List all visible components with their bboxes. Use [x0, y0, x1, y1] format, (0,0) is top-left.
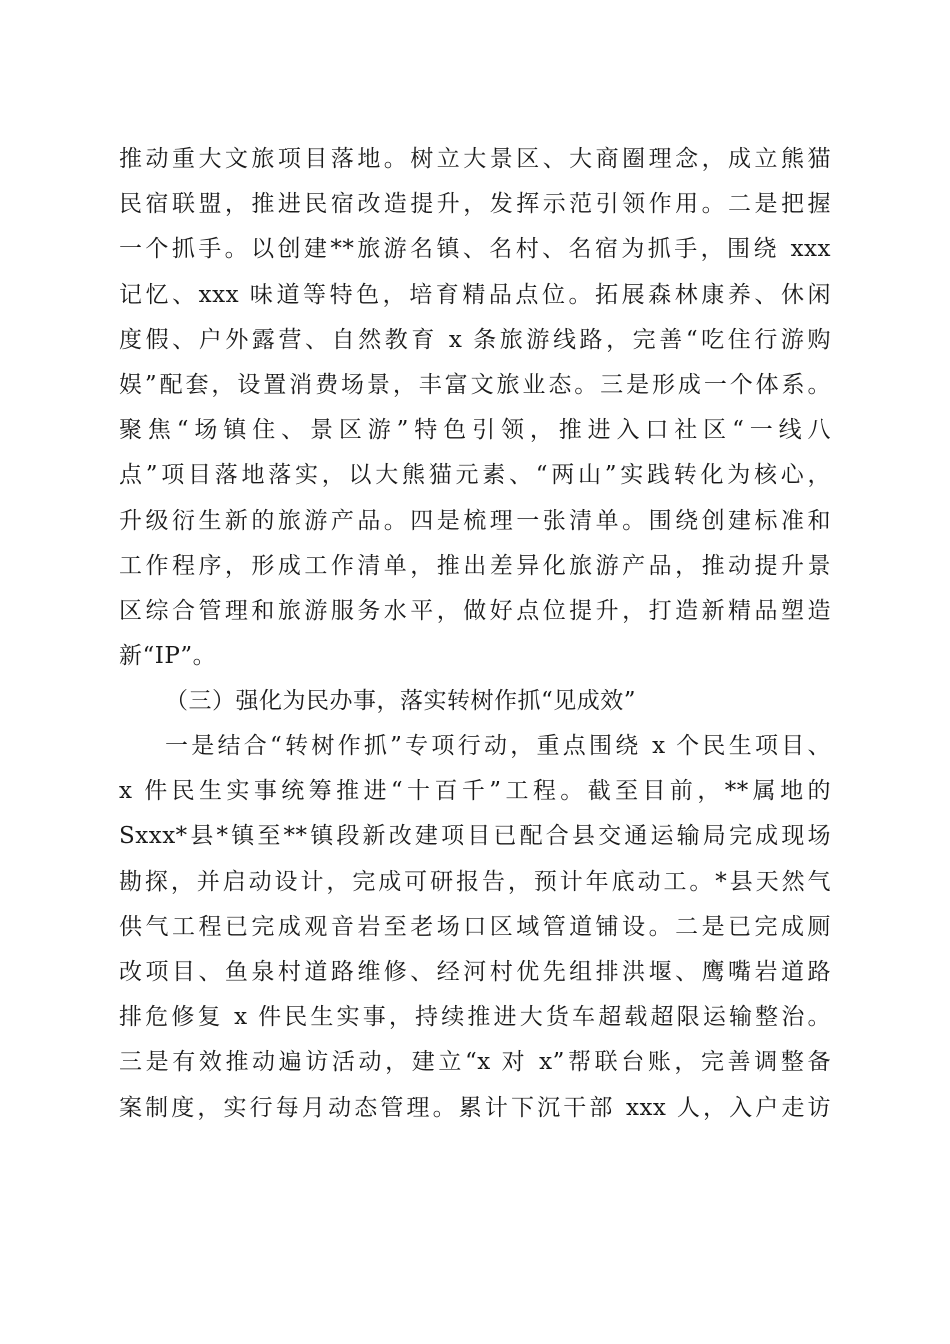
- text-line: 区综合管理和旅游服务水平，做好点位提升，打造新精品塑造: [119, 597, 831, 624]
- text-line: 改项目、鱼泉村道路维修、经河村优先组排洪堰、鹰嘴岩道路: [119, 958, 831, 985]
- text-line: 聚焦“场镇住、景区游”特色引领，推进入口社区“一线八: [119, 417, 831, 444]
- text-line: x 件民生实事统筹推进“十百千”工程。截至目前，**属地的: [119, 778, 831, 805]
- text-line: 工作程序，形成工作清单，推出差异化旅游产品，推动提升景: [119, 552, 831, 579]
- text-line: 新“IP”。: [119, 643, 217, 670]
- text-line: 推动重大文旅项目落地。树立大景区、大商圈理念，成立熊猫: [119, 146, 831, 172]
- text-line: 度假、户外露营、自然教育 x 条旅游线路，完善“吃住行游购: [119, 326, 831, 353]
- text-line: Sxxx*县*镇至**镇段新改建项目已配合县交通运输局完成现场: [119, 823, 831, 850]
- text-line: 一是结合“转树作抓”专项行动，重点围绕 x 个民生项目、: [165, 733, 831, 759]
- text-line: 升级衍生新的旅游产品。四是梳理一张清单。围绕创建标准和: [119, 507, 831, 534]
- text-line: 案制度，实行每月动态管理。累计下沉干部 xxx 人，入户走访: [119, 1094, 831, 1121]
- text-line: 民宿联盟，推进民宿改造提升，发挥示范引领作用。二是把握: [119, 191, 831, 218]
- text-line: 点”项目落地落实，以大熊猫元素、“两山”实践转化为核心，: [119, 462, 831, 489]
- paragraph-livelihood: [119, 724, 831, 1131]
- section-heading: （三）强化为民办事，落实转树作抓“见成效”: [165, 688, 637, 714]
- text-line: 三是有效推动遍访活动，建立“x 对 x”帮联台账，完善调整备: [119, 1049, 831, 1076]
- text-line: 记忆、xxx 味道等特色，培育精品点位。拓展森林康养、休闲: [119, 281, 831, 308]
- text-line: 供气工程已完成观音岩至老场口区域管道铺设。二是已完成厕: [119, 913, 831, 940]
- text-line: 排危修复 x 件民生实事，持续推进大货车超载超限运输整治。: [119, 1004, 831, 1031]
- paragraph-tourism: [119, 137, 831, 679]
- text-line: 娱”配套，设置消费场景，丰富文旅业态。三是形成一个体系。: [119, 371, 831, 398]
- text-line: 勘探，并启动设计，完成可研报告，预计年底动工。*县天然气: [119, 868, 831, 895]
- text-line: 一个抓手。以创建**旅游名镇、名村、名宿为抓手，围绕 xxx: [119, 236, 831, 263]
